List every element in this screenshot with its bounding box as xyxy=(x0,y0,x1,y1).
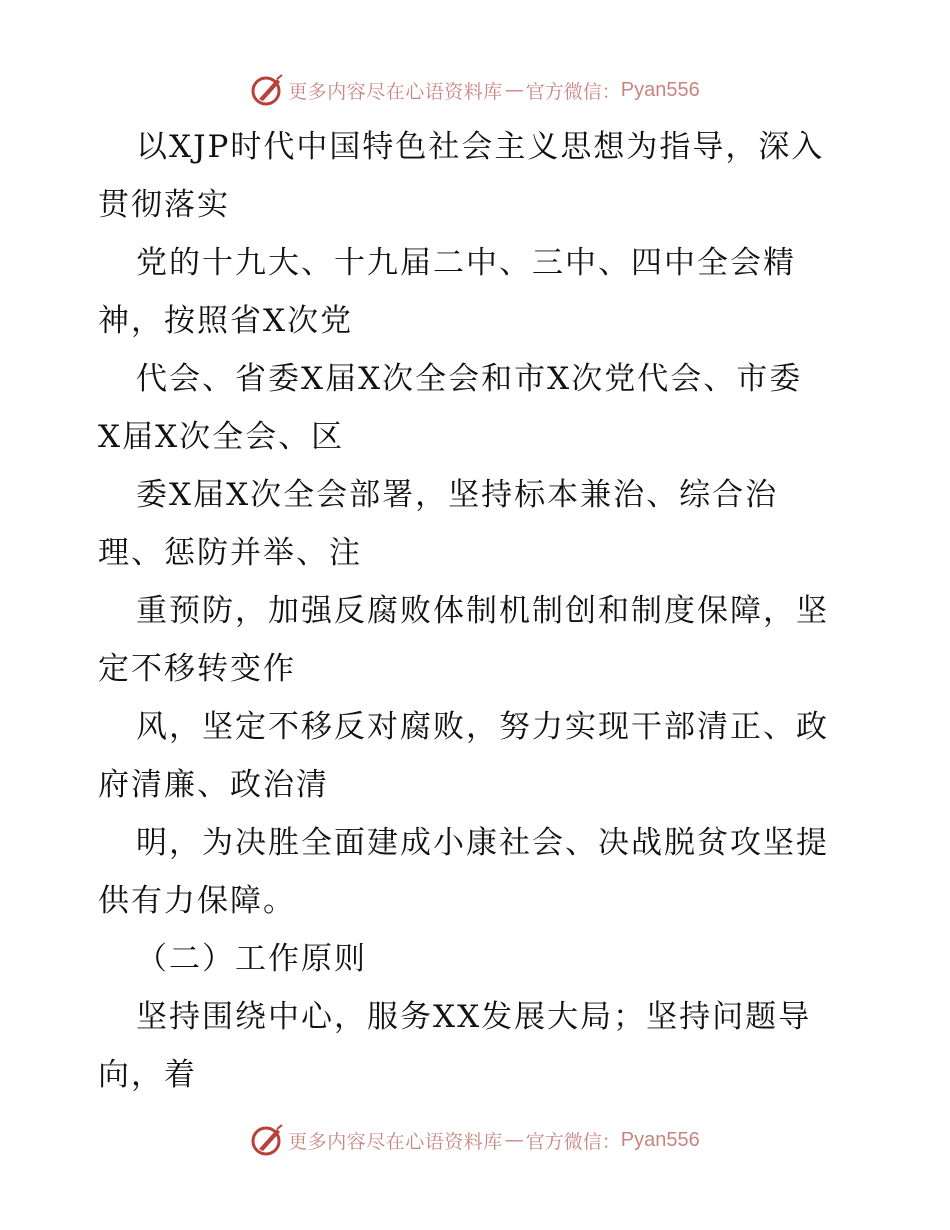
quill-logo-icon xyxy=(250,1123,284,1157)
body-line: 神，按照省X次党 xyxy=(98,303,354,339)
quill-logo-icon xyxy=(250,73,284,107)
document-body xyxy=(98,118,868,1104)
footer-watermark xyxy=(0,1120,950,1160)
header-watermark xyxy=(0,70,950,110)
body-line: 重预防，加强反腐败体制机制创和制度保障，坚 xyxy=(136,593,829,629)
watermark-label: 官方微信： xyxy=(525,80,621,103)
body-line: 委X届X次全会部署，坚持标本兼治、综合治 xyxy=(136,477,779,513)
body-line: 明，为决胜全面建成小康社会、决战脱贫攻坚提 xyxy=(136,825,829,861)
body-line: 供有力保障。 xyxy=(98,883,296,919)
watermark-account: Pyan556 xyxy=(620,1128,700,1151)
watermark-separator: — xyxy=(504,79,524,101)
body-line: 定不移转变作 xyxy=(98,651,296,687)
watermark-separator: — xyxy=(504,1129,524,1151)
body-line: （二）工作原则 xyxy=(136,941,367,977)
body-line: 向，着 xyxy=(98,1057,197,1093)
body-line: 坚持围绕中心，服务XX发展大局；坚持问题导 xyxy=(136,999,812,1035)
body-line: 党的十九大、十九届二中、三中、四中全会精 xyxy=(136,245,796,281)
body-line: 理、惩防并举、注 xyxy=(98,535,362,571)
watermark-account: Pyan556 xyxy=(620,78,700,101)
body-line: 府清廉、政治清 xyxy=(98,767,329,803)
watermark-text: 更多内容尽在心语资料库 xyxy=(288,1130,503,1153)
body-line: 风，坚定不移反对腐败，努力实现干部清正、政 xyxy=(136,709,829,745)
body-line: 贯彻落实 xyxy=(98,187,230,223)
watermark-label: 官方微信： xyxy=(525,1130,621,1153)
body-line: 代会、省委X届X次全会和市X次党代会、市委 xyxy=(136,361,803,397)
body-line: 以XJP时代中国特色社会主义思想为指导，深入 xyxy=(136,129,825,165)
body-line: X届X次全会、区 xyxy=(98,419,345,455)
watermark-text: 更多内容尽在心语资料库 xyxy=(288,80,503,103)
